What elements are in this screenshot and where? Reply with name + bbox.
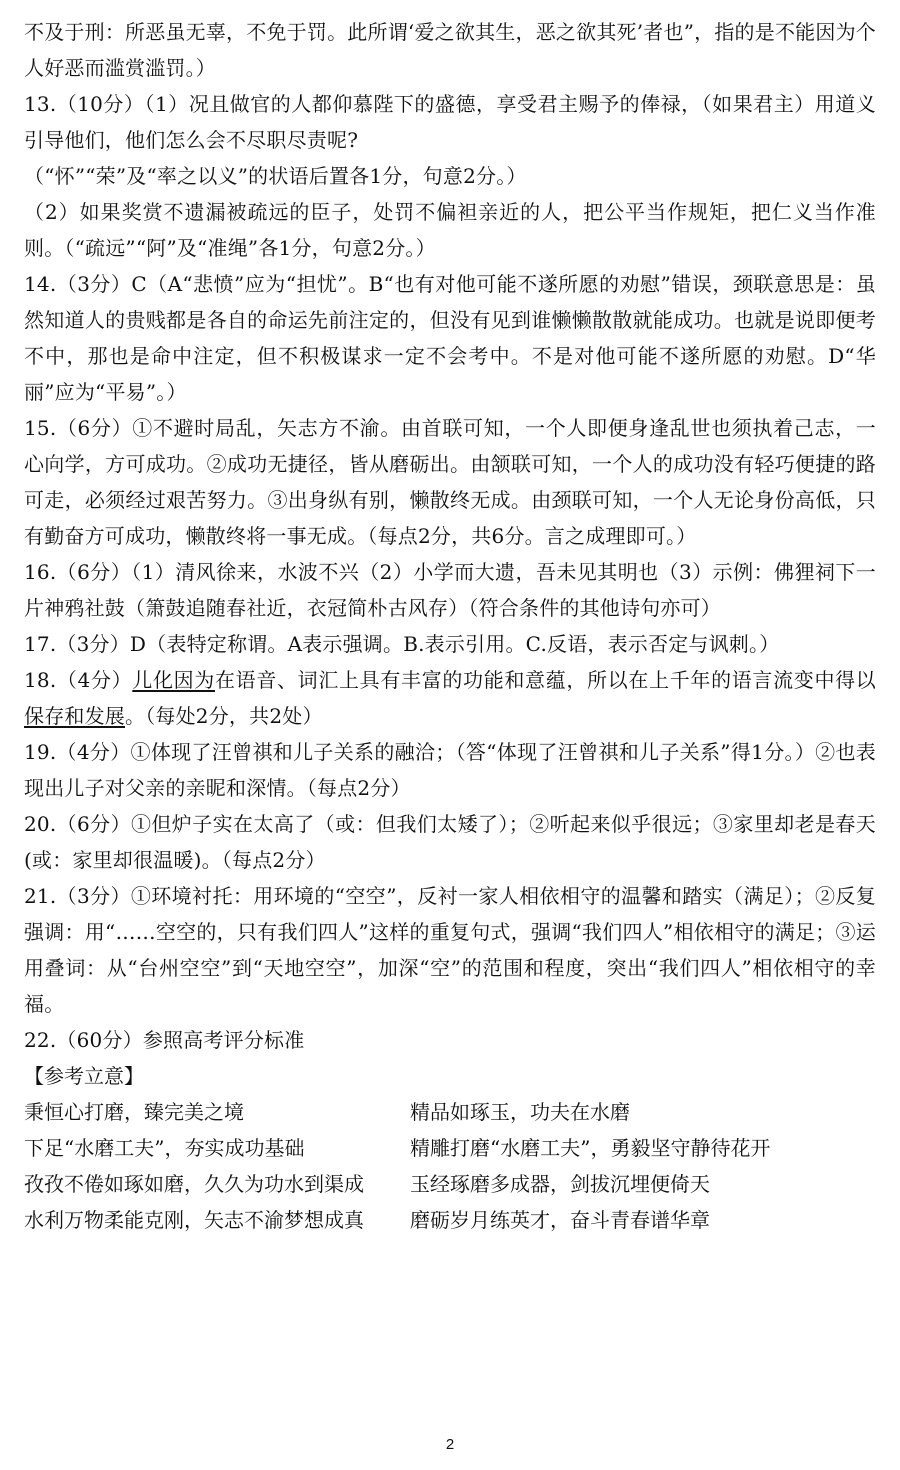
answer-18-number: 18.（4分） bbox=[24, 668, 133, 692]
reference-theme-item: 下足“水磨工夫”，夯实成功基础 bbox=[24, 1136, 305, 1160]
answer-13-part2: （2）如果奖赏不遗漏被疏远的臣子，处罚不偏袒亲近的人，把公平当作规矩，把仁义当作准则。（“疏远”“阿”及“准绳”各1分，句意2分。） bbox=[24, 200, 876, 260]
answer-21: 21.（3分）①环境衬托：用环境的“空空”，反衬一家人相依相守的温馨和踏实（满足）；②反复强调：用“……空空的，只有我们四人”这样的重复句式，强调“我们四人”相依相守的满足；③运用叠词：从“台州空空”到“天地空空”，加深“空”的范围和程度，突出“我们四人”相依相守的幸福。 bbox=[24, 884, 876, 1016]
answer-14: 14.（3分）C（A“悲愤”应为“担忧”。B“也有对他可能不遂所愿的劝慰”错误，颈联意思是：虽然知道人的贵贱都是各自的命运先前注定的，但没有见到谁懒懒散散就能成功。也就是说即便考不中，那也是命中注定，但不积极谋求一定不会考中。不是对他可能不遂所愿的劝慰。D“华丽”应为“平易”。） bbox=[24, 272, 876, 404]
answer-18-underlined-1: 儿化因为 bbox=[132, 668, 215, 692]
answer-19: 19.（4分）①体现了汪曾祺和儿子关系的融洽；（答“体现了汪曾祺和儿子关系”得1分。）②也表现出儿子对父亲的亲昵和深情。（每点2分） bbox=[24, 740, 876, 800]
answer-13-part1: 13.（10分）（1）况且做官的人都仰慕陛下的盛德，享受君主赐予的俸禄，（如果君主）用道义引导他们，他们怎么会不尽职尽责呢? bbox=[24, 92, 876, 152]
reference-theme-item: 水利万物柔能克刚，矢志不渝梦想成真 bbox=[24, 1208, 364, 1232]
reference-theme-heading: 【参考立意】 bbox=[24, 1064, 144, 1088]
answer-18-suffix: 。（每处2分，共2处） bbox=[125, 704, 323, 728]
answer-20: 20.（6分）①但炉子实在太高了（或：但我们太矮了）；②听起来似乎很远；③家里却老是春天(或：家里却很温暖)。（每点2分） bbox=[24, 812, 876, 872]
answer-13-part1-scoring: （“怀”“荣”及“率之以义”的状语后置各1分，句意2分。） bbox=[24, 164, 527, 188]
answer-17: 17.（3分）D（表特定称谓。A表示强调。B.表示引用。C.反语，表示否定与讽刺。） bbox=[24, 632, 780, 656]
answer-16: 16.（6分）（1）清风徐来，水波不兴（2）小学而大遗，吾未见其明也（3）示例：佛狸祠下一片神鸦社鼓（箫鼓追随春社近，衣冠简朴古风存）（符合条件的其他诗句亦可） bbox=[24, 560, 876, 620]
answer-22: 22.（60分）参照高考评分标准 bbox=[24, 1028, 305, 1052]
answer-12-ending: 不及于刑：所恶虽无辜，不免于罚。此所谓‘爱之欲其生，恶之欲其死’者也”，指的是不能因为个人好恶而滥赏滥罚。） bbox=[24, 20, 876, 80]
reference-theme-item: 精雕打磨“水磨工夫”，勇毅坚守静待花开 bbox=[410, 1136, 771, 1160]
reference-theme-item: 精品如琢玉，功夫在水磨 bbox=[410, 1100, 630, 1124]
answer-key-page bbox=[24, 14, 876, 1238]
answer-15: 15.（6分）①不避时局乱，矢志方不渝。由首联可知，一个人即便身逢乱世也须执着己志，一心向学，方可成功。②成功无捷径，皆从磨砺出。由颔联可知，一个人的成功没有轻巧便捷的路可走，必须经过艰苦努力。③出身纵有别，懒散终无成。由颈联可知，一个人无论身份高低，只有勤奋方可成功，懒散终将一事无成。（每点2分，共6分。言之成理即可。） bbox=[24, 416, 876, 548]
page-number: 2 bbox=[445, 1436, 455, 1453]
answer-18 bbox=[24, 662, 876, 734]
reference-theme-item: 玉经琢磨多成器，剑拔沉埋便倚天 bbox=[410, 1172, 710, 1196]
reference-theme-item: 磨砺岁月练英才，奋斗青春谱华章 bbox=[410, 1208, 710, 1232]
reference-theme-item: 秉恒心打磨，臻完美之境 bbox=[24, 1100, 244, 1124]
reference-theme-list bbox=[24, 1094, 876, 1238]
reference-theme-item: 孜孜不倦如琢如磨，久久为功水到渠成 bbox=[24, 1172, 364, 1196]
answer-18-middle: 在语音、词汇上具有丰富的功能和意蕴，所以在上千年的语言流变中得以 bbox=[214, 668, 876, 692]
answer-18-underlined-2: 保存和发展 bbox=[24, 704, 125, 728]
